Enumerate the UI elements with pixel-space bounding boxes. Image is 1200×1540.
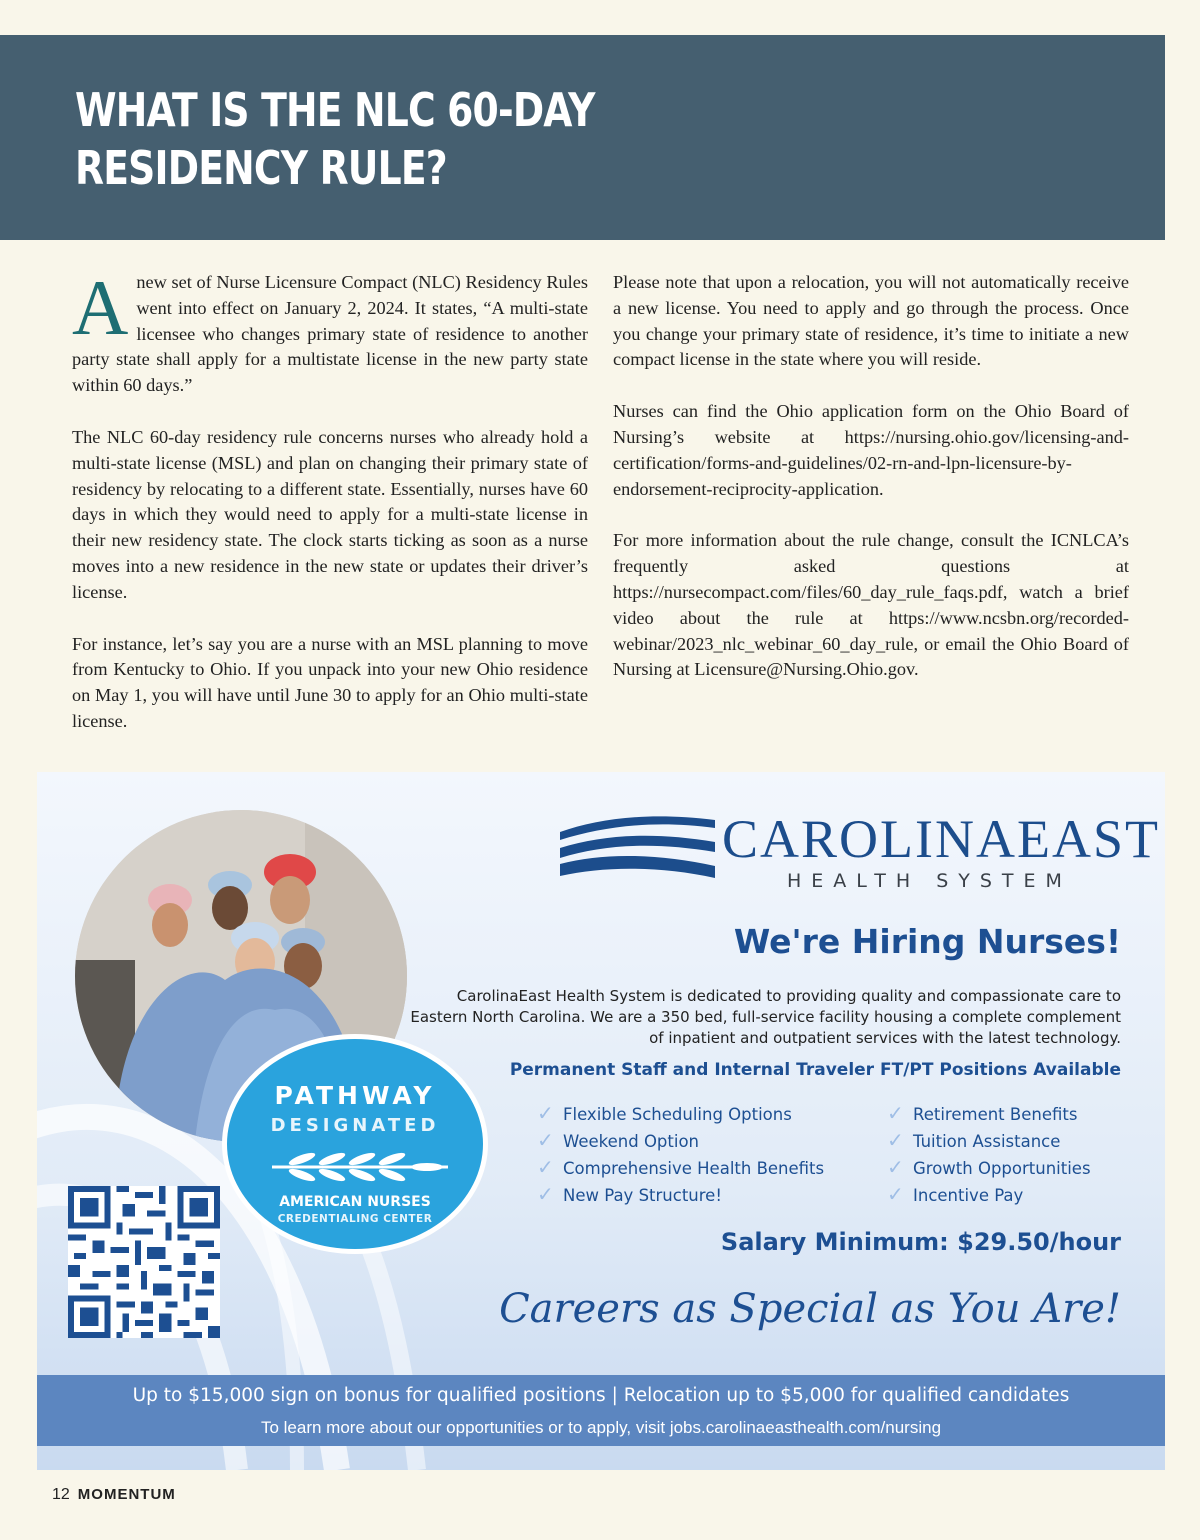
- benefits-list-right: [887, 1100, 1091, 1208]
- pathway-designated-badge: [222, 1034, 488, 1254]
- careers-tagline: Careers as Special as You Are!: [499, 1286, 1121, 1332]
- page-footer: [52, 1486, 176, 1504]
- carolinaeast-logo-subtitle: HEALTH SYSTEM: [787, 870, 1072, 892]
- carolinaeast-advertisement: [37, 772, 1165, 1470]
- benefit-item: [887, 1100, 1091, 1127]
- sign-on-bonus-text: Up to $15,000 sign on bonus for qualified positions | Relocation up to $5,000 for qualified candidates: [132, 1385, 1070, 1406]
- article-paragraph-2: The NLC 60-day residency rule concerns nurses who already hold a multi-state license (MSL) and plan on changing their primary state of residency by relocating to a different state. Essentially, nurses have 60 days in which they would need to apply for a multi-state license in their new residency state. The clock starts ticking as soon as a nurse moves into a new residence in the new state or updates their driver’s license.: [72, 426, 588, 602]
- checkmark-icon: ✓: [887, 1128, 904, 1152]
- article-paragraph-3: For instance, let’s say you are a nurse with an MSL planning to move from Kentucky to Ohio. If you unpack into your new Ohio residence on May 1, you will have until June 30 to apply for an Ohio multi-state license.: [72, 633, 588, 731]
- page-number: 12: [52, 1486, 70, 1503]
- benefit-label: Comprehensive Health Benefits: [563, 1159, 825, 1178]
- article-paragraph-4: Please note that upon a relocation, you will not automatically receive a new license. You need to apply and go through the process. Once you change your primary state of residence, it’s time to initiate a new compact license in the state where you will reside.: [613, 272, 1129, 370]
- benefit-item: [537, 1100, 824, 1127]
- benefit-item: [887, 1154, 1091, 1181]
- article-title-line2: RESIDENCY RULE?: [75, 141, 447, 195]
- benefit-label: Flexible Scheduling Options: [563, 1105, 792, 1124]
- benefit-label: Weekend Option: [563, 1132, 700, 1151]
- article-title: [75, 81, 649, 197]
- article-paragraph-5: Nurses can find the Ohio application form on the Ohio Board of Nursing’s website at https://nursing.ohio.gov/licensing-and-certification/forms-and-guidelines/02-rn-and-lpn-licensure-by-endorsement-reciprocity-application.: [613, 401, 1129, 499]
- badge-line4: CREDENTIALING CENTER: [277, 1213, 433, 1225]
- laurel-icon: [262, 1147, 458, 1187]
- checkmark-icon: ✓: [887, 1101, 904, 1125]
- carolinaeast-wave-logo-icon: [560, 810, 715, 888]
- checkmark-icon: ✓: [537, 1101, 554, 1125]
- apply-link-text[interactable]: To learn more about our opportunities or to apply, visit jobs.carolinaeasthealth.com/nursing: [260, 1418, 942, 1437]
- publication-name: MOMENTUM: [77, 1486, 176, 1503]
- drop-cap: A: [72, 264, 129, 351]
- article-title-line1: WHAT IS THE NLC 60-DAY: [75, 83, 595, 137]
- benefit-item: [537, 1181, 824, 1208]
- title-banner: [0, 35, 1165, 240]
- benefit-label: Retirement Benefits: [913, 1105, 1078, 1124]
- article-paragraph-1-text: new set of Nurse Licensure Compact (NLC) Residency Rules went into effect on January 2, 2024. It states, “A multi-state licensee who changes primary state of residence to another party state shall apply for a multistate license in the new party state within 60 days.”: [72, 272, 588, 396]
- checkmark-icon: ✓: [537, 1182, 554, 1206]
- hiring-headline: We're Hiring Nurses!: [733, 922, 1121, 961]
- article-paragraph-1: [72, 264, 588, 399]
- benefit-label: New Pay Structure!: [563, 1186, 722, 1205]
- article-column-right: [613, 270, 1129, 709]
- badge-line1: PATHWAY: [274, 1081, 436, 1110]
- checkmark-icon: ✓: [887, 1155, 904, 1179]
- benefit-item: [537, 1127, 824, 1154]
- hospital-description: CarolinaEast Health System is dedicated to providing quality and compassionate care to Eastern North Carolina. We are a 350 bed, full-service facility housing a complete complement of inpatient and outpatient services with the latest technology.: [410, 987, 1121, 1047]
- badge-line2: DESIGNATED: [270, 1115, 440, 1136]
- benefit-item: [887, 1127, 1091, 1154]
- checkmark-icon: ✓: [537, 1155, 554, 1179]
- badge-line3: AMERICAN NURSES: [279, 1194, 431, 1210]
- benefit-label: Tuition Assistance: [913, 1132, 1061, 1151]
- benefits-list-left: [537, 1100, 824, 1208]
- benefit-label: Growth Opportunities: [913, 1159, 1091, 1178]
- positions-available: Permanent Staff and Internal Traveler FT/PT Positions Available: [509, 1060, 1121, 1080]
- article-column-left: [72, 264, 588, 761]
- carolinaeast-logo-name: CAROLINAEAST: [722, 809, 1160, 869]
- benefit-item: [537, 1154, 824, 1181]
- article-paragraph-6: For more information about the rule change, consult the ICNLCA’s frequently asked questions at https://nursecompact.com/files/60_day_rule_faqs.pdf, watch a brief video about the rule at https://www.ncsbn.org/recorded-webinar/2023_nlc_webinar_60_day_rule, or email the Ohio Board of Nursing at Licensure@Nursing.Ohio.gov.: [613, 530, 1129, 680]
- bonus-bar: [37, 1375, 1165, 1446]
- checkmark-icon: ✓: [537, 1128, 554, 1152]
- checkmark-icon: ✓: [887, 1182, 904, 1206]
- salary-minimum: Salary Minimum: $29.50/hour: [720, 1228, 1121, 1256]
- benefit-label: Incentive Pay: [913, 1186, 1024, 1205]
- benefit-item: [887, 1181, 1091, 1208]
- qr-code[interactable]: [68, 1186, 220, 1338]
